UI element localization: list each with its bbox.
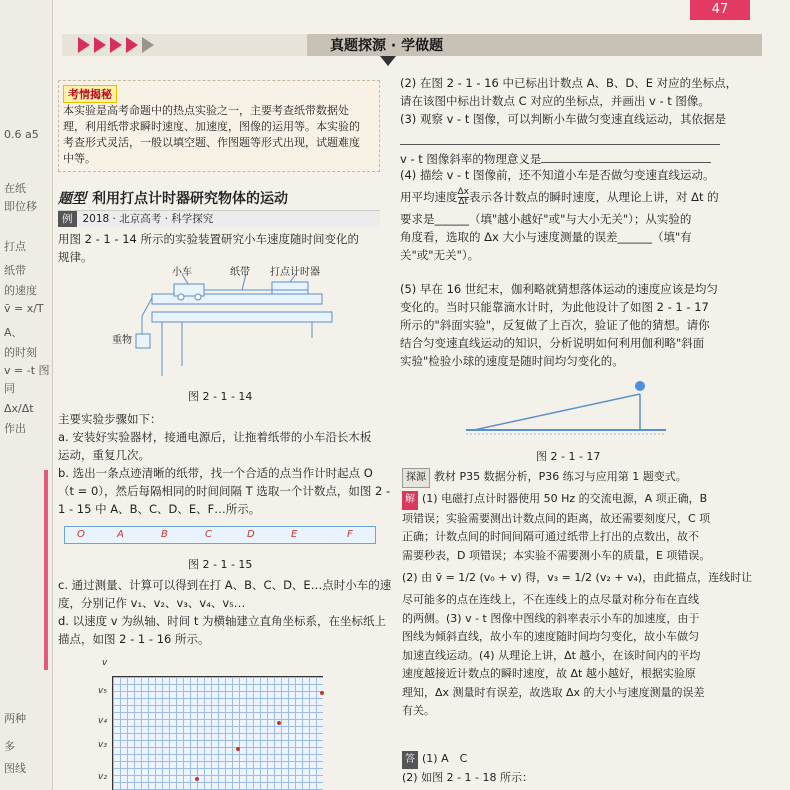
label-weight: 重物 — [112, 335, 132, 346]
exam-insight-badge: 考情揭秘 — [63, 83, 117, 103]
hanging-weight — [136, 334, 150, 348]
experiment-steps-cd: c. 通过测量、计算可以得到在打 A、B、C、D、E…点时小车的速 度，分别记作 v₁、v₂、v₃、v₄、v₅… d. 以速度 v 为纵轴、时间 t 为横轴建立直角坐标系，在坐标纸上 描点，如图 2 - 1 - 16 所示。 — [58, 578, 392, 646]
margin-fragment: 在纸 — [4, 182, 26, 195]
arrow-icon — [110, 37, 122, 53]
tape-point: D — [247, 529, 255, 540]
figure-caption-17: 图 2 - 1 - 17 — [536, 450, 601, 463]
label-car: 小车 — [172, 267, 192, 278]
question-4: (4) 描绘 v - t 图像前，还不知道小车是否做匀变速直线运动。 用平均速度 $\frac{\Delta x}{\Delta t}$ 表示各计数点的瞬时速度，从理论上讲，对 Δt 的 要求是______（填"越小越好"或"与大小无关"）；从实验的 角度看，选取的 Δx 大小与速度测量的误差______（填"有 关"或"无关"）。 — [400, 168, 719, 262]
section-title: 题型 利用打点计时器研究物体的运动 — [58, 191, 288, 207]
margin-fragment: 多 — [4, 740, 15, 753]
incline-figure — [460, 374, 680, 438]
table-top — [152, 312, 332, 322]
question-5: (5) 早在 16 世纪末，伽利略就猜想落体运动的速度应该是均匀 变化的。当时只能靠滴水计时，为此他设计了如图 2 - 1 - 17 所示的"斜面实验"，反复做了上百次，验证了他的猜想。请你 结合匀变速直线运动的知识，分析说明如何利用伽利略"斜面 实验"检验小球的速度是随时间均匀变化的。 — [400, 282, 718, 368]
graph-tick-v5: v₅ — [98, 686, 107, 696]
graph-tick-v3: v₃ — [98, 740, 107, 750]
graph-tick-v2: v₂ — [98, 772, 107, 782]
tape-point: C — [205, 529, 212, 540]
margin-fragment: A、 — [4, 326, 23, 339]
margin-fragment: v = -t 图 — [4, 364, 50, 377]
experiment-steps: 主要实验步骤如下： a. 安装好实验器材，接通电源后，让拖着纸带的小车沿长木板 运动，重复几次。 b. 选出一条点迹清晰的纸带，找一个合适的点当作计时起点 O （t = 0），然后每隔相同的时间间隔 T 选取一个计数点，如图 2 - 1 - 15 中 A、B、C、D、E、F…所示。 — [58, 412, 391, 516]
margin-fragment: v̄ = x/T — [4, 302, 44, 315]
margin-fragment: 0.6 a5 — [4, 128, 39, 141]
question-2: (2) 在图 2 - 1 - 16 中已标出计数点 A、B、D、E 对应的坐标点， 请在该图中标出计数点 C 对应的坐标点，并画出 v - t 图像。 — [400, 76, 738, 108]
margin-fragment: 两种 — [4, 712, 26, 725]
figure-caption-15: 图 2 - 1 - 15 — [188, 558, 253, 571]
margin-fragment: 作出 — [4, 422, 26, 435]
arrow-icon — [142, 37, 154, 53]
previous-page-edge — [0, 0, 53, 790]
margin-fragment: 的速度 — [4, 284, 37, 297]
exam-insight-box — [58, 80, 380, 172]
solution-text: 解 (1) 电磁打点计时器使用 50 Hz 的交流电源，A 项正确，B 项错误；实验需要测出计数点间的距离，故还需要刻度尺，C 项 正确；计数点间的时间间隔可通过纸带上打出的点数出，故不 需要秒表，D 项错误；本实验不需要测小车的质量，E 项错误。 (2) 由 v̄ = 1/2 (v₀ + v) 得，v₃ = 1/2 (v₂ + v₄)，由此描点，连线时让 尽可能多的点在连线上，不在连线上的点尽量对称分布在直线 的两侧。(3) v - t 图像中图线的斜率表示小车的加速度，由于 图线为倾斜直线，故小车的速度随时间均匀变化，故小车做匀 加速直线运动。(4) 从理论上讲，Δt 越小，在该时间内的平均 速度越接近计数点的瞬时速度，故 Δt 越小越好，根据实验原 理知，Δx 测量时有误差，故选取 Δx 的大小与速度测量的误差 有关。 — [402, 492, 753, 717]
tape-point: O — [77, 529, 85, 540]
margin-fragment: 图线 — [4, 762, 26, 775]
label-tape: 纸带 — [230, 267, 250, 278]
source-line: 探源 教材 P35 数据分析，P36 练习与应用第 1 题变式。 — [402, 468, 747, 488]
data-point — [320, 691, 324, 695]
page-number: 47 — [690, 0, 750, 20]
margin-fragment: 即位移 — [4, 200, 37, 213]
data-point — [277, 721, 281, 725]
margin-accent-bar — [44, 470, 48, 670]
header-title: 真题探源 · 学做题 — [330, 38, 444, 54]
tape-point: A — [117, 529, 124, 540]
margin-fragment: 打点 — [4, 240, 26, 253]
apparatus-figure — [112, 268, 342, 380]
arrow-icon — [126, 37, 138, 53]
label-timer: 打点计时器 — [270, 267, 320, 278]
question-3: (3) 观察 v - t 图像，可以判断小车做匀变速直线运动，其依据是 v - t 图像斜率的物理意义是 — [400, 112, 727, 166]
arrow-icon — [78, 37, 90, 53]
example-intro: 用图 2 - 1 - 14 所示的实验装置研究小车速度随时间变化的 规律。 — [58, 232, 359, 264]
paper-tape-figure — [64, 526, 376, 544]
graph-tick-v4: v₄ — [98, 716, 107, 726]
tape-point: E — [291, 529, 298, 540]
margin-fragment: Δx/Δt — [4, 402, 34, 415]
tape-point: B — [161, 529, 168, 540]
example-source-bar: 例 2018 · 北京高考 · 科学探究 — [58, 210, 380, 227]
timer-device — [272, 282, 308, 294]
data-point — [195, 777, 199, 781]
tape-point: F — [347, 529, 353, 540]
answer-text: 答 (1) A C (2) 如图 2 - 1 - 18 所示： — [402, 752, 533, 784]
figure-caption-14: 图 2 - 1 - 14 — [188, 390, 253, 403]
data-point — [236, 747, 240, 751]
triangle-down-icon — [380, 56, 396, 66]
fraction-dx-dt: $\frac{\Delta x}{\Delta t}$ — [457, 187, 469, 207]
exam-insight-text: 本实验是高考命题中的热点实验之一，主要考查纸带数据处 理，利用纸带求瞬时速度、加速度，图像的运用等。本实验的 考查形式灵活，一般以填空题、作图题等形式出现，试题难度 中等。 — [63, 104, 360, 165]
margin-fragment: 同 — [4, 382, 15, 395]
ball — [635, 381, 645, 391]
arrow-icon — [94, 37, 106, 53]
margin-fragment: 纸带 — [4, 264, 26, 277]
margin-fragment: 的时刻 — [4, 346, 37, 359]
v-t-graph — [112, 676, 323, 790]
graph-axis-label-v: v — [102, 658, 108, 668]
